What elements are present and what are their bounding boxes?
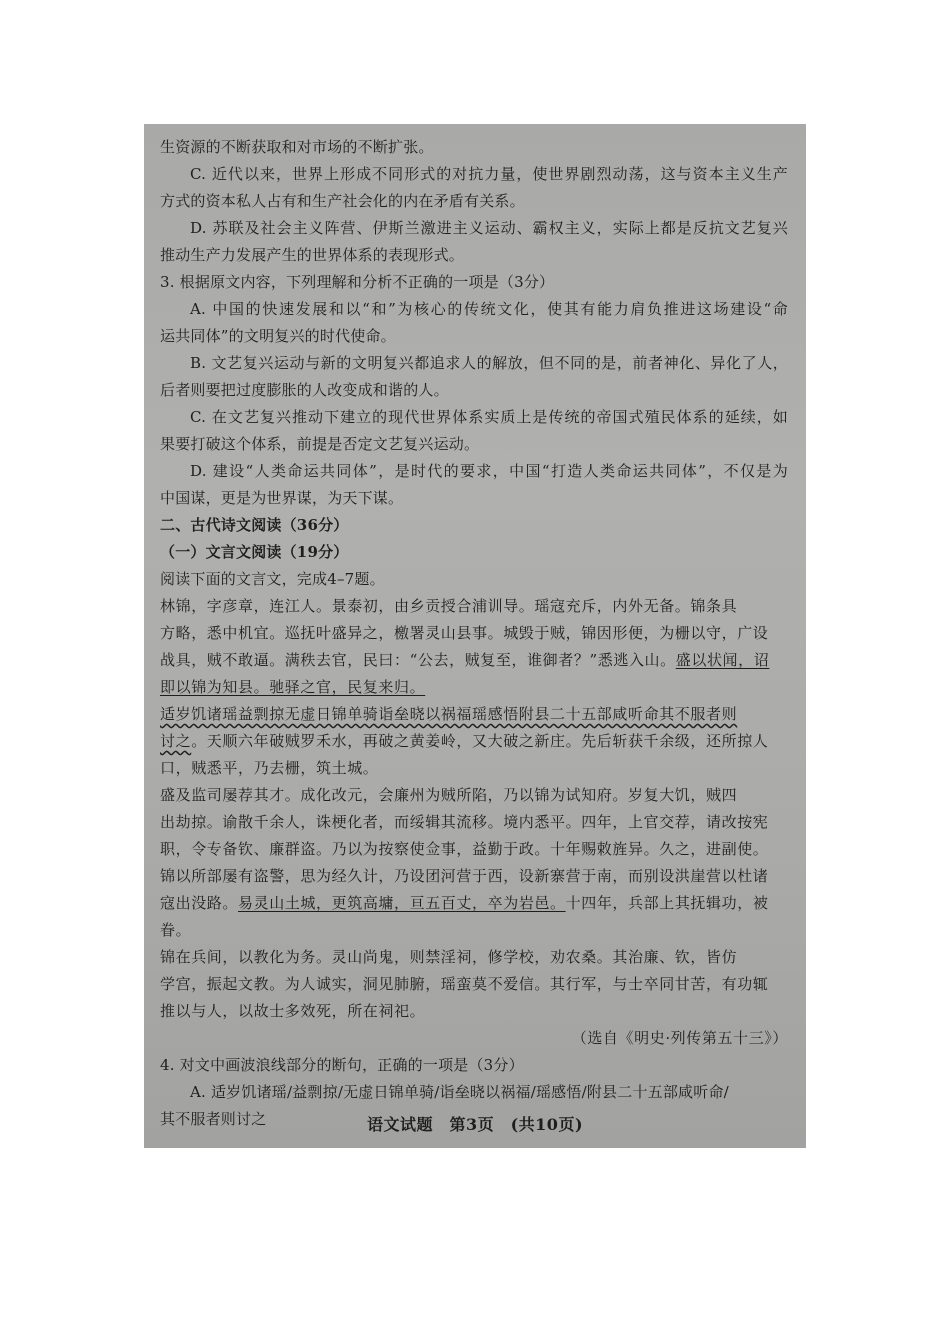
classical-line: 口，贼悉平，乃去栅，筑土城。 (160, 759, 379, 777)
q3-option-b-line2: 后者则要把过度膨胀的人改变成和谐的人。 (160, 381, 449, 399)
wavy-underlined-passage: 讨之 (160, 732, 192, 750)
classical-line: 锦在兵间，以教化为务。灵山尚鬼，则禁淫祠，修学校，劝农桑。其治廉、钦，皆仿 (160, 948, 738, 966)
underlined-sentence: 盛以状闻，诏 (675, 651, 770, 669)
q3-option-d-line2: 中国谋，更是为世界谋，为天下谋。 (160, 489, 404, 507)
reading-instruction: 阅读下面的文言文，完成4–7题。 (160, 570, 385, 588)
classical-line: 职，令专备钦、廉群盗。乃以为按察使佥事，益勤于政。十年赐敕旌异。久之，进副使。 (160, 840, 769, 858)
question-4-stem: 4. 对文中画波浪线部分的断句，正确的一项是（3分） (160, 1056, 524, 1074)
wavy-underlined-passage: 适岁饥诸瑶益剽掠无虚日锦单骑诣垒晓以祸福瑶感悟附县二十五部咸听命其不服者则 (160, 705, 738, 723)
classical-text: 十四年，兵部上其抚辑功，被 (565, 894, 769, 912)
underlined-sentence: 即以锦为知县。驰驿之官，民复来归。 (160, 678, 426, 696)
q3-option-a-line1: A. 中国的快速发展和以“和”为核心的传统文化，使其有能力肩负推进这场建设“命 (190, 300, 788, 318)
question-3-stem: 3. 根据原文内容，下列理解和分析不正确的一项是（3分） (160, 273, 555, 291)
q3-option-c-line1: C. 在文艺复兴推动下建立的现代世界体系实质上是传统的帝国式殖民体系的延续，如 (190, 408, 788, 426)
exam-page-photo (144, 124, 806, 1148)
classical-line (160, 890, 788, 917)
option-c-line2: 方式的资本私人占有和生产社会化的内在矛盾有关系。 (160, 192, 525, 210)
option-d-line2: 推动生产力发展产生的世界体系的表现形式。 (160, 246, 465, 264)
subsection-title: （一）文言文阅读（19分） (160, 543, 349, 561)
classical-line: 眷。 (160, 921, 192, 939)
page-footer: 语文试题 第3页 (共10页) (366, 1115, 584, 1134)
option-d-line1: D. 苏联及社会主义阵营、伊斯兰激进主义运动、霸权主义，实际上都是反抗文艺复兴 (190, 219, 788, 237)
classical-line: 林锦，字彦章，连江人。景泰初，由乡贡授合浦训导。瑶寇充斥，内外无备。锦条具 (160, 597, 738, 615)
source-citation: （选自《明史·列传第五十三》） (571, 1029, 788, 1047)
classical-line: 学宫，振起文教。为人诚实，洞见肺腑，瑶蛮莫不爱信。其行军，与士卒同甘苦，有功辄 (160, 975, 769, 993)
classical-line (160, 701, 788, 728)
q3-option-a-line2: 运共同体”的文明复兴的时代使命。 (160, 327, 396, 345)
classical-line: 出劫掠。谕散千余人，诛梗化者，而绥辑其流移。境内悉平。四年，上官交荐，请改按宪 (160, 813, 769, 831)
classical-line: 锦以所部屡有盗警，思为经久计，乃设团河营于西，设新寨营于南，而别设洪崖营以杜诸 (160, 867, 769, 885)
q3-option-c-line2: 果要打破这个体系，前提是否定文艺复兴运动。 (160, 435, 480, 453)
classical-text: 战具，贼不敢逼。满秩去官，民曰：“公去，贼复至，谁御者？”悉逃入山。 (160, 651, 676, 669)
classical-text: 。天顺六年破贼罗禾水，再破之黄姜岭，又大破之新庄。先后斩获千余级，还所掠人 (191, 732, 769, 750)
classical-line (160, 647, 788, 674)
option-c-line1: C. 近代以来，世界上形成不同形式的对抗力量，使世界剧烈动荡，这与资本主义生产 (190, 165, 788, 183)
classical-line (160, 728, 788, 755)
q4-option-a-line1: A. 适岁饥诸瑶/益剽掠/无虚日锦单骑/诣垒晓以祸福/瑶感悟/附县二十五部咸听命/ (190, 1083, 729, 1101)
section-title: 二、古代诗文阅读（36分） (160, 516, 349, 534)
classical-line: 推以与人，以故士多效死，所在祠祀。 (160, 1002, 426, 1020)
underlined-sentence: 易灵山土城，更筑高墉，亘五百丈，卒为岩邑。 (238, 894, 566, 912)
classical-line: 方略，悉中机宜。巡抚叶盛异之，檄署灵山县事。城毁于贼，锦因形便，为栅以守，广设 (160, 624, 769, 642)
classical-line: 盛及监司屡荐其才。成化改元，会廉州为贼所陷，乃以锦为试知府。岁复大饥，贼四 (160, 786, 738, 804)
q3-option-b-line1: B. 文艺复兴运动与新的文明复兴都追求人的解放，但不同的是，前者神化、异化了人， (190, 354, 788, 372)
classical-text: 寇出没路。 (160, 894, 239, 912)
q3-option-d-line1: D. 建设“人类命运共同体”，是时代的要求，中国“打造人类命运共同体”，不仅是为 (190, 462, 788, 480)
q4-option-a-line2: 其不服者则讨之 (160, 1110, 267, 1128)
text-line: 生资源的不断获取和对市场的不断扩张。 (160, 138, 434, 156)
classical-line (160, 674, 788, 701)
